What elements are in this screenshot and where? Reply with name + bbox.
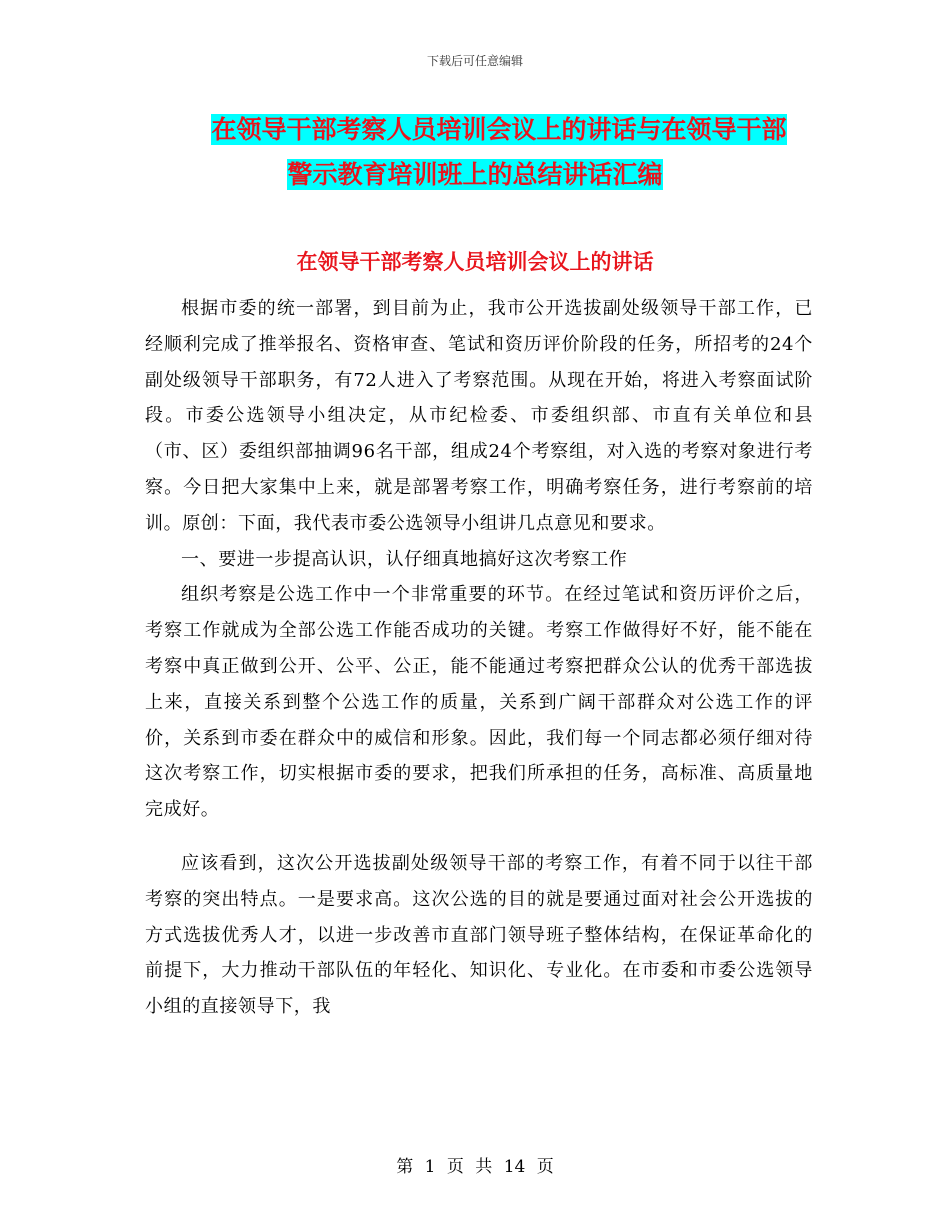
paragraph-intro: 根据市委的统一部署，到目前为止，我市公开选拔副处级领导干部工作，已经顺利完成了推举报名、资格审查、笔试和资历评价阶段的任务，所招考的24个副处级领导干部职务，有72人进入了考察范围。从现在开始，将进入考察面试阶段。市委公选领导小组决定，从市纪检委、市委组织部、市直有关单位和县（市、区）委组织部抽调96名干部，组成24个考察组，对入选的考察对象进行考察。今日把大家集中上来，就是部署考察工作，明确考察任务，进行考察前的培训。原创：下面，我代表市委公选领导小组讲几点意见和要求。 bbox=[145, 298, 813, 534]
main-title-line-1 bbox=[0, 110, 950, 150]
page-header-note: 下载后可任意编辑 bbox=[426, 54, 523, 68]
main-title-line-2-text: 警示教育培训班上的总结讲话汇编 bbox=[287, 160, 663, 189]
paragraph-importance: 组织考察是公选工作中一个非常重要的环节。在经过笔试和资历评价之后，考察工作就成为全部公选工作能否成功的关键。考察工作做得好不好，能不能在考察中真正做到公开、公平、公正，能不能通过考察把群众公认的优秀干部选拔上来，直接关系到整个公选工作的质量，关系到广阔干部群众对公选工作的评价，关系到市委在群众中的威信和形象。因此，我们每一个同志都必须仔细对待这次考察工作，切实根据市委的要求，把我们所承担的任务，高标准、高质量地完成好。 bbox=[145, 584, 813, 821]
paragraph-features: 应该看到，这次公开选拔副处级领导干部的考察工作，有着不同于以往干部考察的突出特点。一是要求高。这次公选的目的就是要通过面对社会公开选拔的方式选拔优秀人才，以进一步改善市直部门领导班子整体结构，在保证革命化的前提下，大力推动干部队伍的年轻化、知识化、专业化。在市委和市委公选领导小组的直接领导下，我 bbox=[145, 852, 813, 1018]
main-title-line-2 bbox=[0, 155, 950, 195]
main-title-line-1-text: 在领导干部考察人员培训会议上的讲话与在领导干部 bbox=[211, 115, 787, 144]
page-footer: 第 1 页 共 14 页 bbox=[396, 1157, 554, 1177]
document-body bbox=[145, 291, 813, 1025]
section-title: 在领导干部考察人员培训会议上的讲话 bbox=[296, 250, 654, 274]
paragraph-heading-one: 一、要进一步提高认识，认仔细真地搞好这次考察工作 bbox=[181, 548, 628, 570]
